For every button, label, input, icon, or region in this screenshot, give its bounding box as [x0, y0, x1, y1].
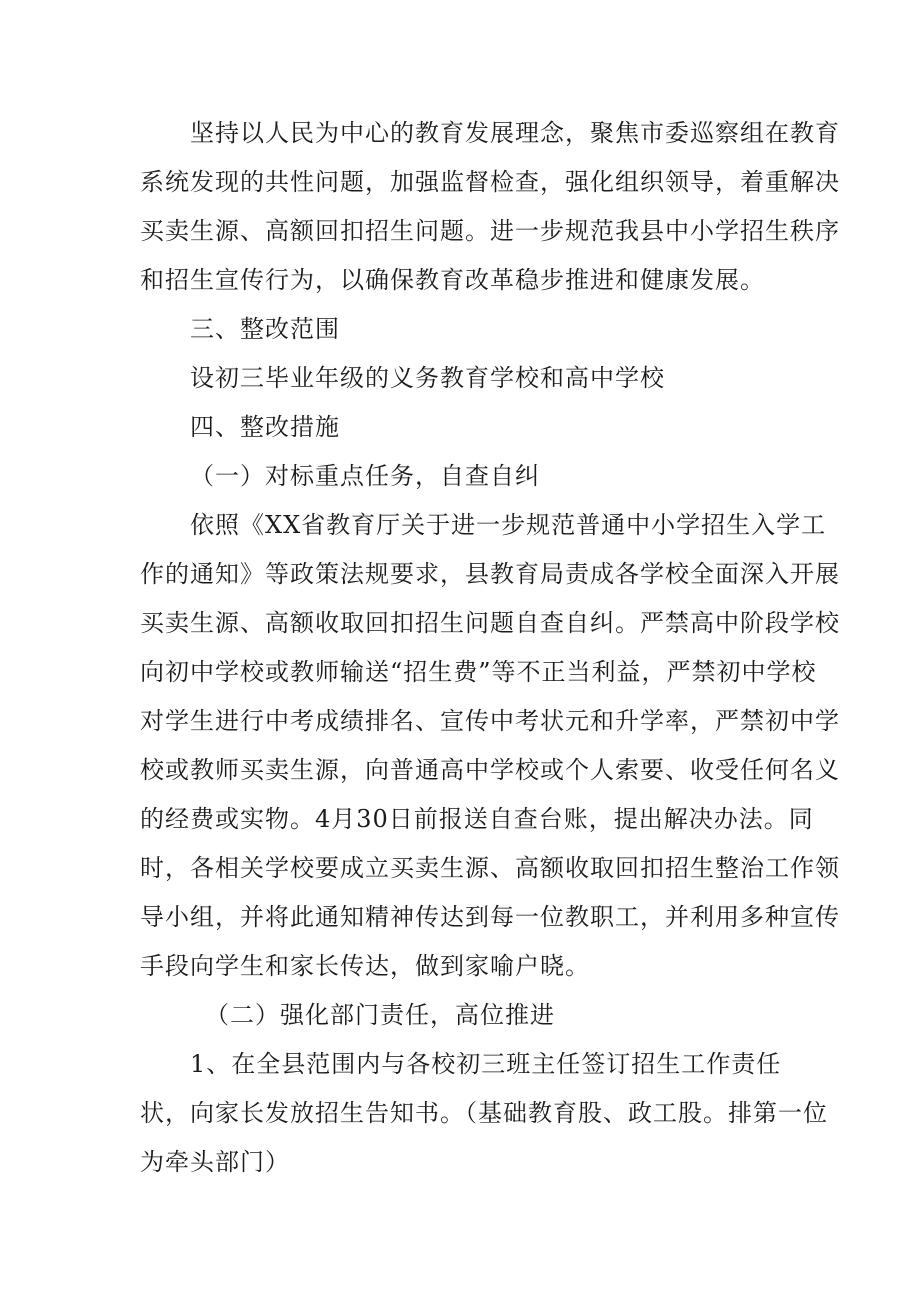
paragraph-2-line-2: 作的通知》等政策法规要求，县教育局责成各学校全面深入开展	[140, 560, 840, 588]
paragraph-2-line-5: 对学生进行中考成绩排名、宣传中考状元和升学率，严禁初中学	[140, 707, 840, 735]
paragraph-2-line-7: 的经费或实物。4月30日前报送自查台账，提出解决办法。同	[140, 805, 814, 833]
section-heading-scope: 三、整改范围	[190, 315, 340, 343]
subheading-self-check: （一）对标重点任务，自查自纠	[190, 462, 540, 490]
item-1-line-1: 1、在全县范围内与各校初三班主任签订招生工作责任	[190, 1050, 782, 1078]
subheading-department-responsibility: （二）强化部门责任，高位推进	[205, 1001, 555, 1029]
paragraph-1-line-2: 系统发现的共性问题，加强监督检查，强化组织领导，着重解决	[140, 168, 840, 196]
paragraph-1-line-1: 坚持以人民为中心的教育发展理念，聚焦市委巡察组在教育	[190, 119, 840, 147]
paragraph-2-line-1: 依照《XX省教育厅关于进一步规范普通中小学招生入学工	[190, 511, 827, 539]
section-heading-measures: 四、整改措施	[190, 413, 340, 441]
paragraph-2-line-6: 校或教师买卖生源，向普通高中学校或个人索要、收受任何名义	[140, 756, 840, 784]
paragraph-2-line-3: 买卖生源、高额收取回扣招生问题自查自纠。严禁高中阶段学校	[140, 609, 840, 637]
item-1-line-2: 状，向家长发放招生告知书。（基础教育股、政工股。排第一位	[140, 1099, 828, 1127]
paragraph-2-line-9: 导小组，并将此通知精神传达到每一位教职工，并利用多种宣传	[140, 903, 840, 931]
paragraph-2-line-8: 时，各相关学校要成立买卖生源、高额收取回扣招生整治工作领	[140, 854, 840, 882]
paragraph-2-line-10: 手段向学生和家长传达，做到家喻户晓。	[140, 952, 590, 980]
paragraph-2-line-4: 向初中学校或教师输送“招生费”等不正当利益，严禁初中学校	[140, 658, 817, 686]
paragraph-1-line-3: 买卖生源、高额回扣招生问题。进一步规范我县中小学招生秩序	[140, 217, 840, 245]
scope-text: 设初三毕业年级的义务教育学校和高中学校	[190, 364, 665, 392]
item-1-line-3: 为牵头部门）	[140, 1148, 290, 1176]
paragraph-1-line-4: 和招生宣传行为，以确保教育改革稳步推进和健康发展。	[140, 266, 765, 294]
